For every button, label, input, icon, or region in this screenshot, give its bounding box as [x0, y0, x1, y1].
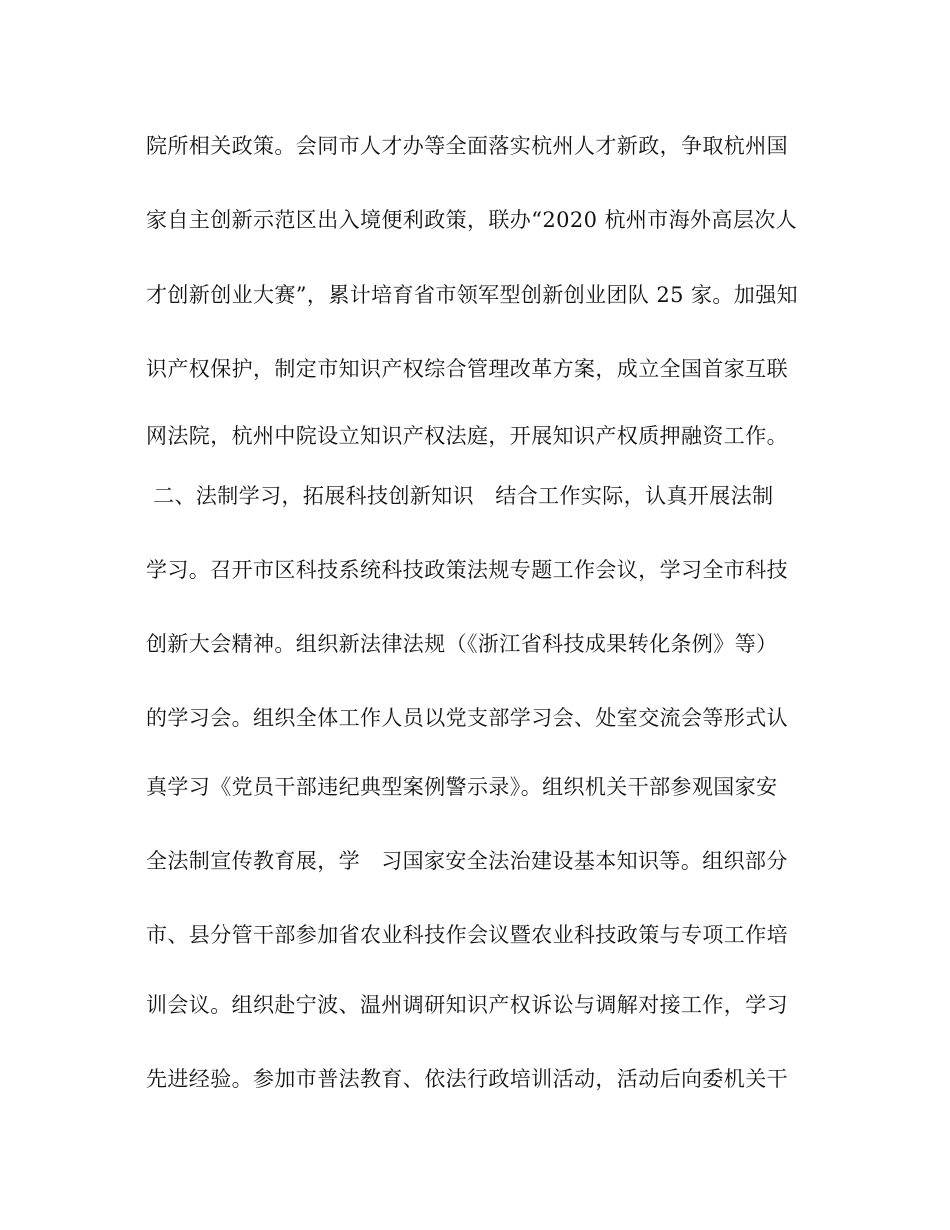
- text-line: 学习。召开市区科技系统科技政策法规专题工作会议，学习全市科技: [146, 558, 788, 582]
- text-line: 真学习《党员干部违纪典型案例警示录》。组织机关干部参观国家安: [146, 775, 778, 799]
- section-heading-line: 二、法制学习，拓展科技创新知识 结合工作实际，认真开展法制: [146, 484, 774, 508]
- text-line: 先进经验。参加市普法教育、依法行政培训活动，活动后向委机关干: [146, 1067, 788, 1091]
- text-line: 市、县分管干部参加省农业科技作会议暨农业科技政策与专项工作培: [146, 923, 788, 947]
- text-line: 的学习会。组织全体工作人员以党支部学习会、处室交流会等形式认: [146, 706, 788, 730]
- text-line: 院所相关政策。会同市人才办等全面落实杭州人才新政，争取杭州国: [146, 134, 788, 158]
- text-line: 创新大会精神。组织新法律法规（《浙江省科技成果转化条例》等）: [146, 632, 778, 656]
- text-line: 训会议。组织赴宁波、温州调研知识产权诉讼与调解对接工作，学习: [146, 993, 788, 1017]
- text-line: 才创新创业大赛”，累计培育省市领军型创新创业团队 25 家。加强知: [146, 283, 799, 307]
- text-line: 全法制宣传教育展，学 习国家安全法治建设基本知识等。组织部分: [146, 849, 788, 873]
- text-line: 识产权保护，制定市知识产权综合管理改革方案，成立全国首家互联: [146, 357, 788, 381]
- text-line: 网法院，杭州中院设立知识产权法庭，开展知识产权质押融资工作。: [146, 424, 788, 448]
- text-line: 家自主创新示范区出入境便利政策，联办“2020 杭州市海外高层次人: [146, 208, 798, 232]
